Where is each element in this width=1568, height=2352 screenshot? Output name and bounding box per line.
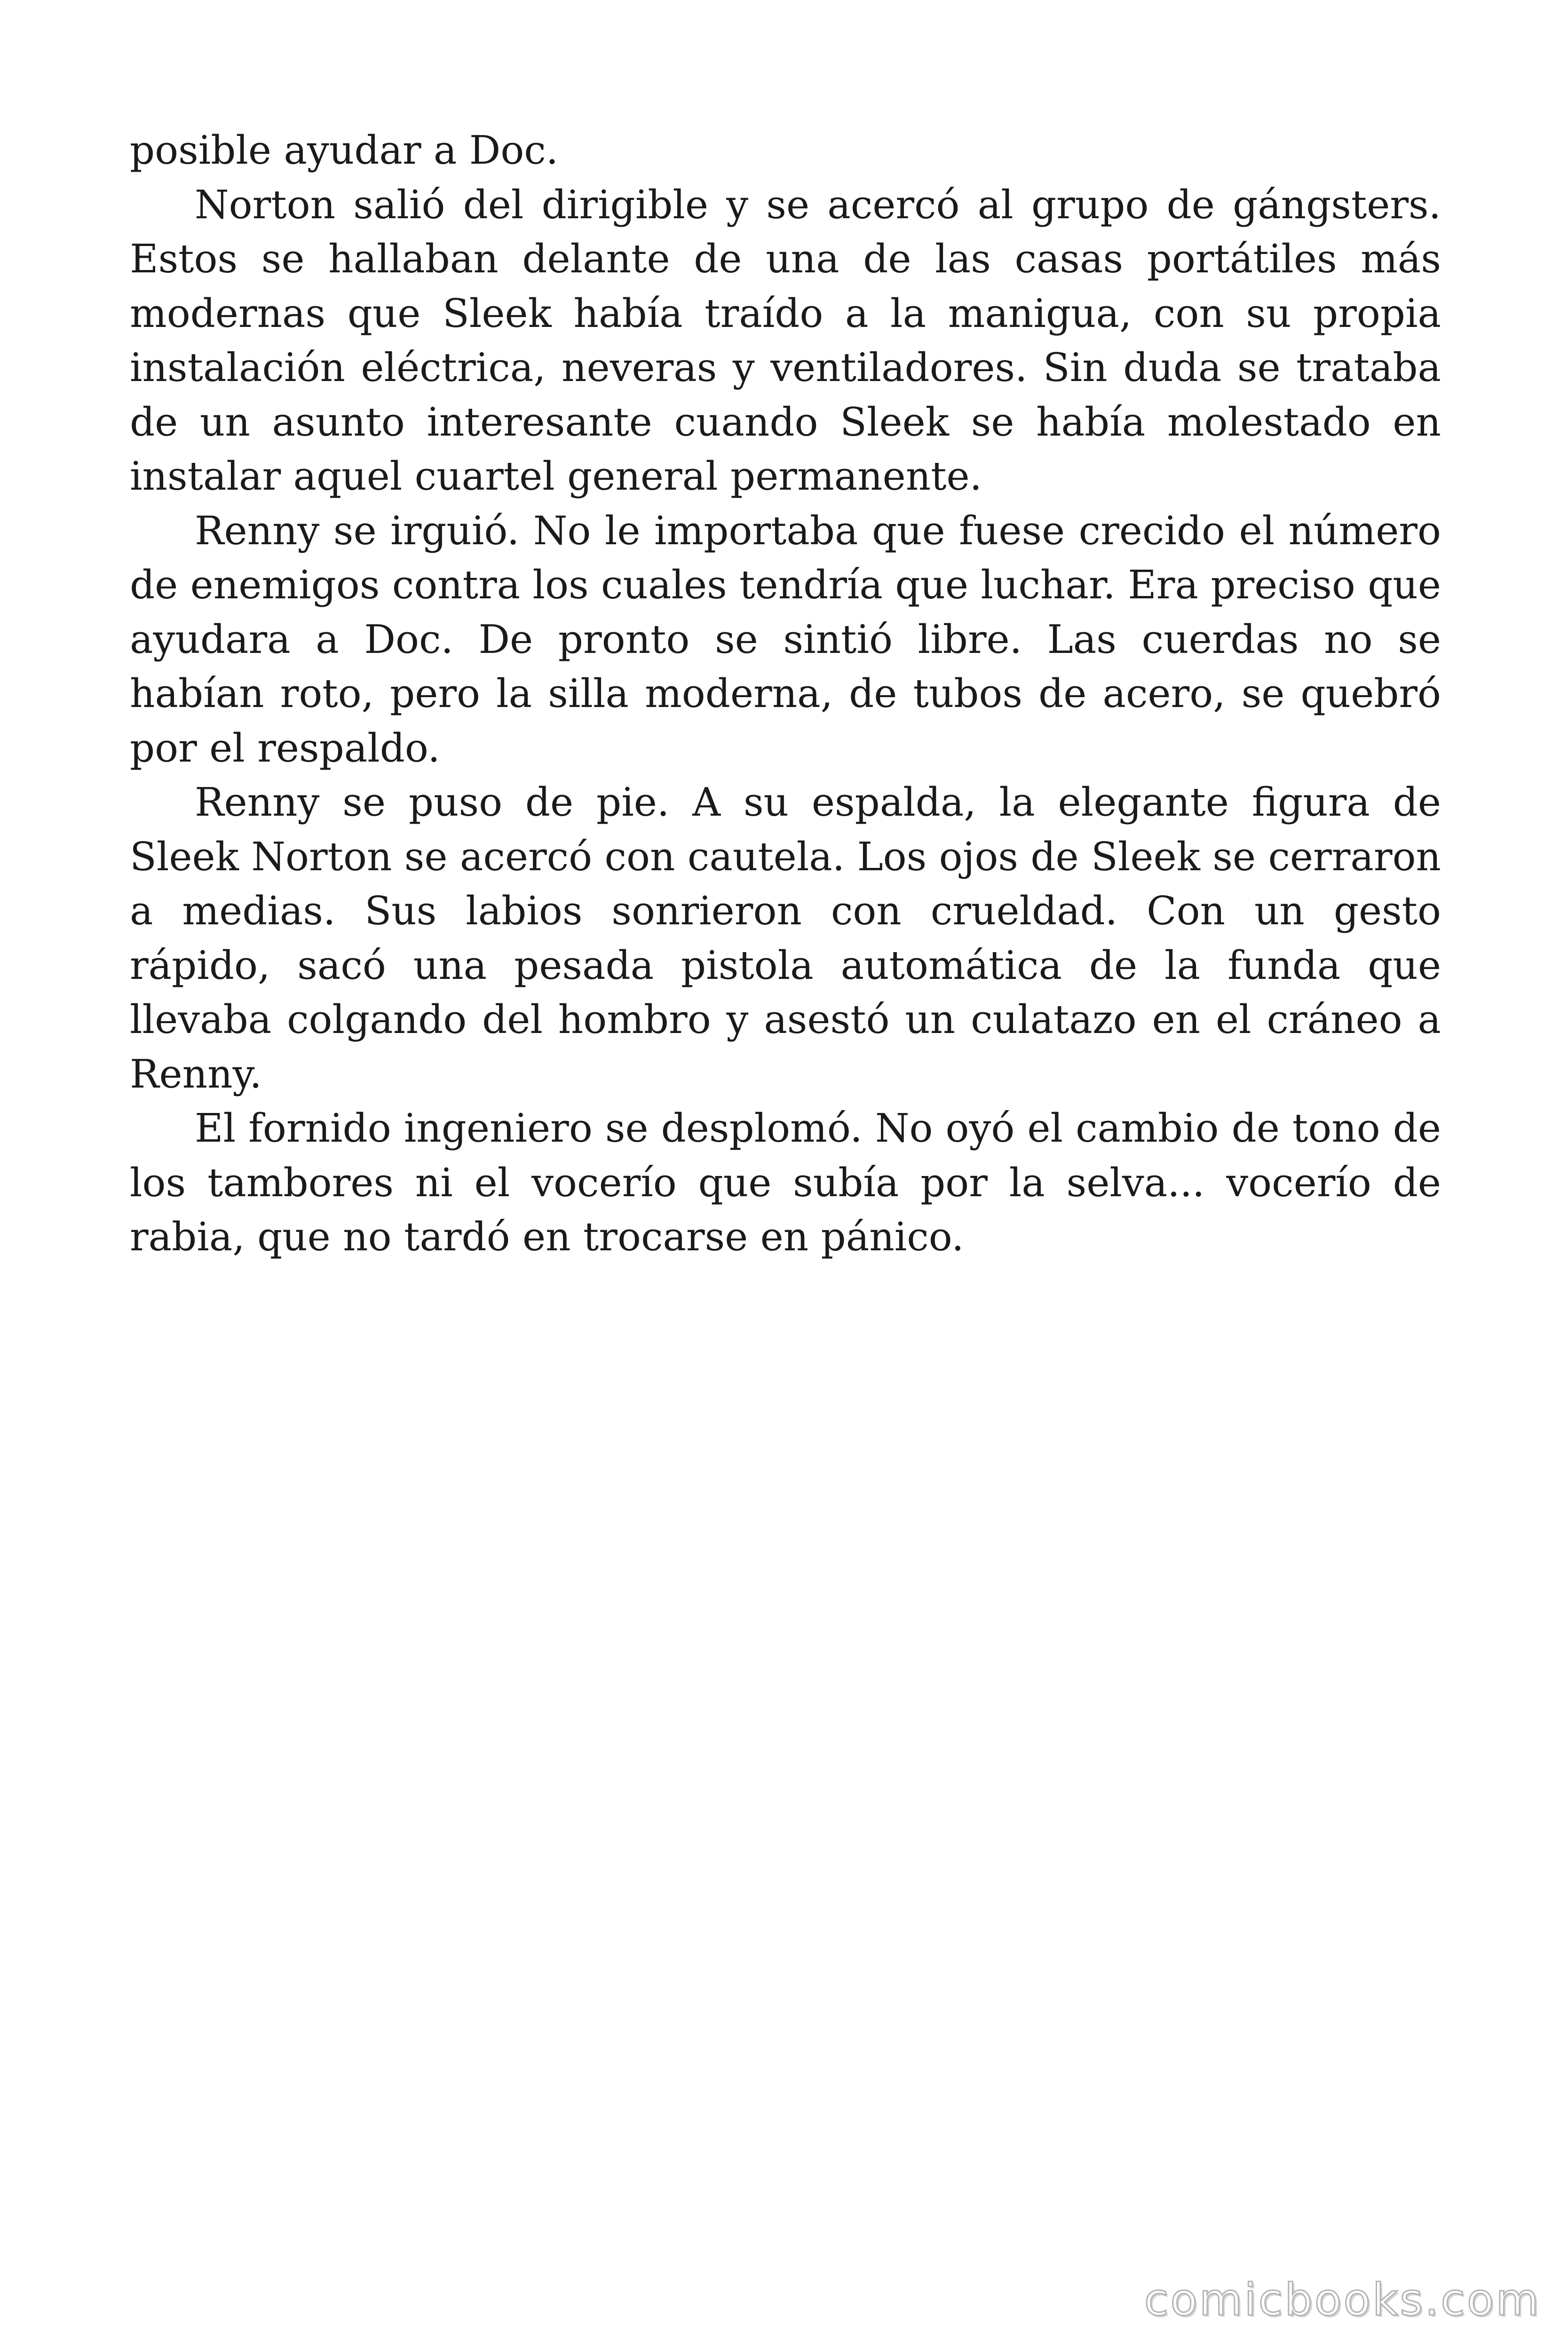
paragraph: El fornido ingeniero se desplomó. No oyó el cambio de tono de los tambores ni el vocerío que subía por la selva... vocerío de rabia, que no tardó en trocarse en pánico. bbox=[130, 1105, 1441, 1260]
paragraph: Renny se puso de pie. A su espalda, la elegante figura de Sleek Norton se acercó con cautela. Los ojos de Sleek se cerraron a medias. Sus labios sonrieron con crueldad. Con un gesto rápido, sacó una pesada pistola automática de la funda que llevaba colgando del hombro y asestó un culatazo en el cráneo a Renny. bbox=[130, 779, 1441, 1097]
body-text bbox=[130, 123, 1441, 1264]
paragraph-continuation: posible ayudar a Doc. bbox=[130, 127, 559, 173]
paragraph: Norton salió del dirigible y se acercó al grupo de gángsters. Estos se hallaban delante de una de las casas portátiles más modernas que Sleek había traído a la manigua, con su propia instalación eléctrica, neveras y ventiladores. Sin duda se trataba de un asunto interesante cuando Sleek se había molestado en instalar aquel cuartel general permanente. bbox=[130, 182, 1441, 499]
watermark: comicbooks.com bbox=[1144, 2274, 1541, 2326]
paragraph: Renny se irguió. No le importaba que fuese crecido el número de enemigos contra los cuales tendría que luchar. Era preciso que ayudara a Doc. De pronto se sintió libre. Las cuerdas no se habían roto, pero la silla moderna, de tubos de acero, se quebró por el respaldo. bbox=[130, 508, 1441, 771]
